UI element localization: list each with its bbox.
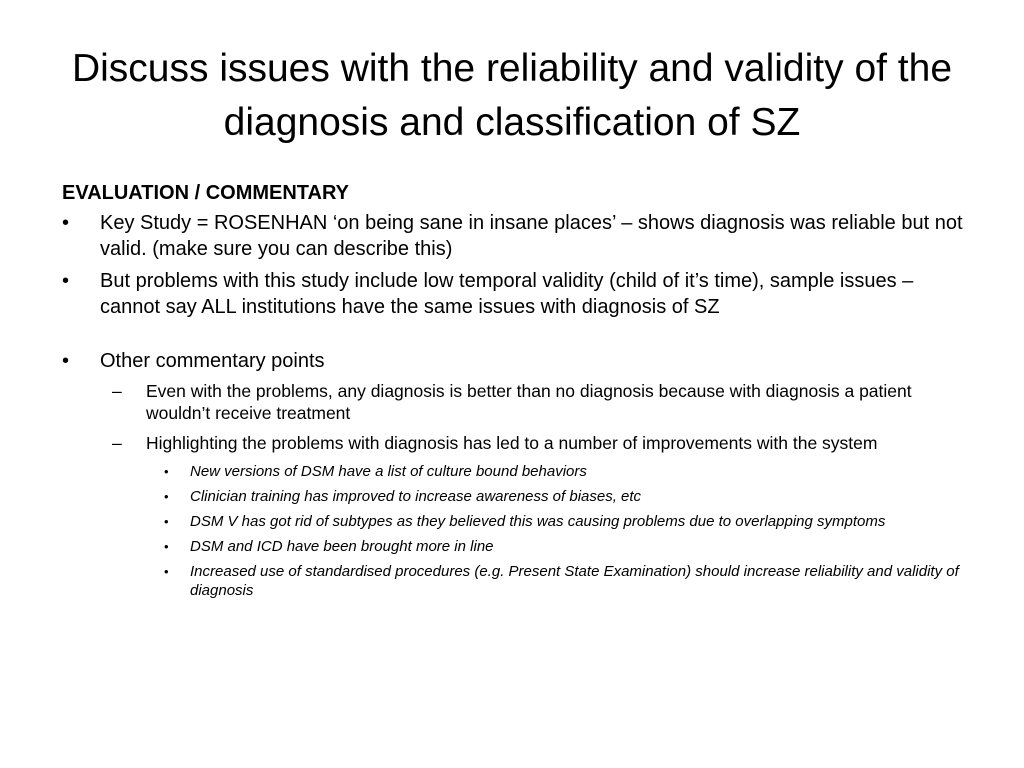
sub-sub-bullet-text: Increased use of standardised procedures (e.g. Present State Examination) should increase reliability and validity of diagnosis: [190, 563, 959, 599]
bullet-dot-icon: •: [62, 350, 70, 372]
bullet-dot-icon: •: [164, 564, 169, 579]
sub-sub-bullet-text: DSM V has got rid of subtypes as they believed this was causing problems due to overlapping symptoms: [190, 513, 886, 530]
bullet-text: But problems with this study include low temporal validity (child of it’s time), sample issues – cannot say ALL institutions have the same issues with diagnosis of SZ: [100, 270, 914, 318]
sub-bullet-item: [62, 432, 972, 454]
sub-sub-bullet-text: Clinician training has improved to increase awareness of biases, etc: [190, 488, 642, 505]
sub-bullet-item: [62, 380, 972, 424]
bullet-text: Other commentary points: [100, 350, 325, 372]
bullet-dot-icon: •: [62, 212, 70, 234]
bullet-dot-icon: •: [164, 464, 169, 479]
bullet-dot-icon: •: [164, 489, 169, 504]
section-heading: EVALUATION / COMMENTARY: [62, 182, 350, 204]
sub-sub-bullet-text: New versions of DSM have a list of culture bound behaviors: [190, 463, 587, 480]
bullet-dot-icon: •: [62, 270, 70, 292]
sub-bullet-text: Even with the problems, any diagnosis is better than no diagnosis because with diagnosis a patient wouldn’t receive treatment: [146, 381, 912, 423]
bullet-dot-icon: •: [164, 514, 169, 529]
sub-sub-bullet-item: [62, 562, 972, 600]
dash-icon: –: [112, 381, 122, 401]
bullet-item: [62, 210, 972, 262]
sub-sub-bullet-item: [62, 487, 972, 506]
bullet-list: [62, 210, 972, 600]
bullet-dot-icon: •: [164, 539, 169, 554]
dash-icon: –: [112, 433, 122, 453]
sub-sub-bullet-item: [62, 537, 972, 556]
bullet-item: [62, 348, 972, 374]
bullet-item: [62, 268, 972, 320]
sub-bullet-text: Highlighting the problems with diagnosis has led to a number of improvements with the system: [146, 433, 878, 453]
bullet-text: Key Study = ROSENHAN ‘on being sane in insane places’ – shows diagnosis was reliable but not valid. (make sure you can describe this): [100, 212, 963, 260]
slide-title: Discuss issues with the reliability and validity of the diagnosis and classification of SZ: [71, 47, 953, 144]
sub-sub-bullet-item: [62, 462, 972, 481]
sub-sub-bullet-item: [62, 512, 972, 531]
sub-sub-bullet-text: DSM and ICD have been brought more in line: [190, 538, 494, 555]
slide-content: [62, 180, 972, 606]
